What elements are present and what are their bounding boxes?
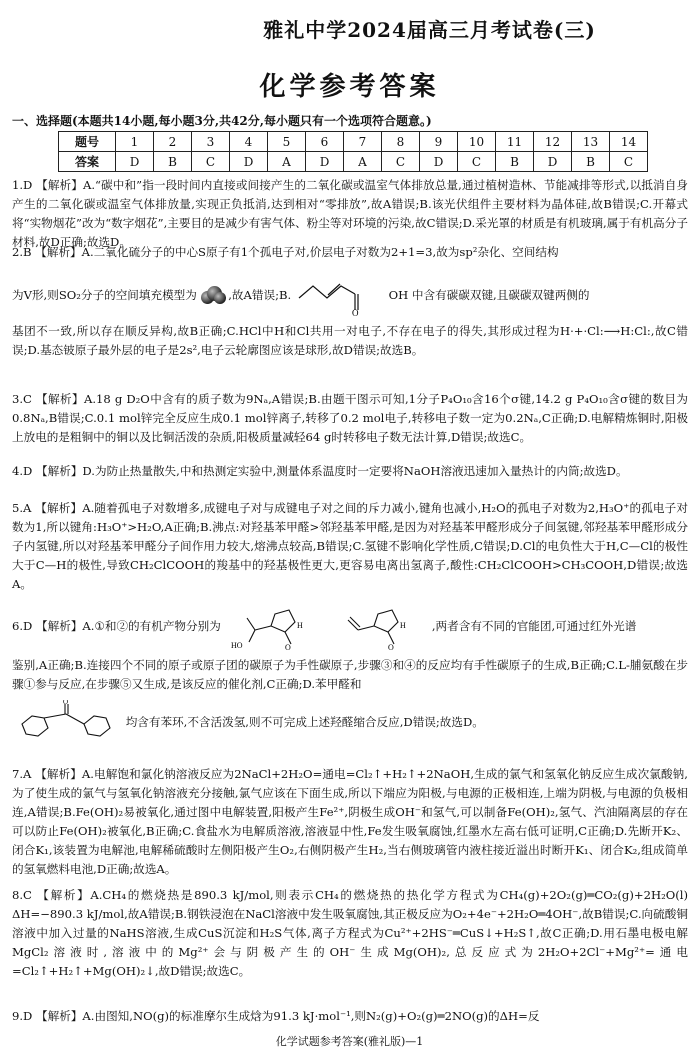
explanation-q2-line2: 为V形,则SO₂分子的空间填充模型为 ,故A错误;B. O OH 中含有碳碳双键,且碳碳双键两侧的 (12, 276, 688, 316)
question-number: 5 (268, 132, 306, 152)
answer-cell: D (420, 152, 458, 172)
benzophenone-structure-icon (12, 700, 122, 746)
svg-text:H: H (296, 621, 303, 630)
answer-cell: C (610, 152, 648, 172)
answer-cell: D (306, 152, 344, 172)
question-number: 12 (534, 132, 572, 152)
page-footer: 化学试题参考答案(雅礼版)—1 (275, 1035, 424, 1048)
explanation-q6-line2: 鉴别,A正确;B.连接四个不同的原子或原子团的碳原子为手性碳原子,步骤③和④的反应均有手性碳原子的生成,B正确;C.L-脯氨酸在步骤①参与反应,在步骤⑤又生成,是该反应的催化剂,C正确;D.苯甲醛和 (12, 658, 688, 691)
question-number: 13 (572, 132, 610, 152)
explanation-q2: 2.B 【解析】A.二氧化硫分子的中心S原子有1个孤电子对,价层电子对数为2+1=3,故为sp²杂化、空间结构 (12, 245, 559, 259)
question-number: 2 (154, 132, 192, 152)
answer-cell: D (230, 152, 268, 172)
explanation-q6-line3: O 均含有苯环,不含活泼氢,则不可完成上述羟醛缩合反应,D错误;故选D。 (12, 700, 688, 746)
question-number: 7 (344, 132, 382, 152)
section-heading: 一、选择题(本题共14小题,每小题3分,共42分,每小题只有一个选项符合题意。) (12, 114, 432, 128)
answer-row (59, 152, 648, 172)
svg-text:H: H (400, 621, 406, 630)
school-title: 雅礼中学2024届高三月考试卷(三) (263, 18, 596, 42)
explanation-q4: 4.D 【解析】D.为防止热量散失,中和热测定实验中,测量体系温度时一定要将NaOH溶液迅速加入量热计的内筒;故选D。 (12, 464, 628, 478)
question-number-row (59, 132, 648, 152)
answer-table (58, 131, 648, 172)
question-number: 6 (306, 132, 344, 152)
question-number: 3 (192, 132, 230, 152)
answer-cell: A (344, 152, 382, 172)
question-number: 8 (382, 132, 420, 152)
explanation-q6: 6.D 【解析】A.①和②的有机产物分别为 HO H O H O ,两者含有不同的官能团,可通过红外光谱 (12, 604, 688, 650)
explanation-q2-line3: 基团不一致,所以存在顺反异构,故B正确;C.HCl中H和Cl共用一对电子,不存在电子的得失,其形成过程为H·+·Cl:⟶H:Cl:,故C错误;D.基态铍原子最外层的电子是2s²,电子云轮廓图应该是球形,故D错误;故选B。 (12, 324, 688, 357)
question-number: 1 (116, 132, 154, 152)
answer-cell: B (572, 152, 610, 172)
explanation-q5: 5.A 【解析】A.随着孤电子对数增多,成键电子对与成键电子对之间的斥力减小,键角也减小,H₂O的孤电子对数为2,H₃O⁺的孤电子对数为1,所以键角:H₃O⁺>H₂O,A正确;B.沸点:对羟基苯甲醛>邻羟基苯甲醛,是因为对羟基苯甲醛形成分子间氢键,邻羟基苯甲醛形成分子内氢键,所以对羟基苯甲醛分子间作用力较大,熔沸点较高,B错误;C.氢键不影响化学性质,C错误;D.Cl的电负性大于H,C—Cl的极性大于C—H的极性,导致CH₂ClCOOH的羧基中的羟基极性更大,更容易电离出氢离子,酸性:CH₂ClCOOH>CH₃COOH,D错误;故选A。 (12, 501, 688, 591)
question-number: 11 (496, 132, 534, 152)
so2-space-filling-model-icon (201, 285, 225, 307)
answer-cell: A (268, 152, 306, 172)
explanation-q1: 1.D 【解析】A.“碳中和”指一段时间内直接或间接产生的二氧化碳或温室气体排放总量,通过植树造林、节能减排等形式,以抵消自身产生的二氧化碳或温室气体排放量,实现正负抵消,达到相对“零排放”,故A错误;B.该光伏组件主要材料为晶体硅,故B错误;C.开幕式将“实物烟花”改为“数字烟花”,主要目的是减少有害气体、粉尘等对环境的污染,故C错误;D.采光罩的材质是有机玻璃,属于有机高分子材料,故D正确;故选D。 (12, 178, 688, 249)
product1-structure-icon (225, 604, 325, 650)
row-label: 题号 (59, 132, 116, 152)
enal-structure-icon (295, 276, 385, 316)
svg-text:O: O (351, 308, 359, 316)
answer-cell: C (192, 152, 230, 172)
explanation-q8: 8.C 【解析】A.CH₄的燃烧热是890.3 kJ/mol,则表示CH₄的燃烧热的热化学方程式为CH₄(g)+2O₂(g)═CO₂(g)+2H₂O(l) ΔH=−890.3 kJ/mol,故A错误;B.钢铁浸泡在NaCl溶液中发生吸氧腐蚀,其正极反应为O₂+4e⁻+2H₂O═4OH⁻,故B错误;C.向硫酸铜溶液中加入过量的NaHS溶液,生成CuS沉淀和H₂S气体,离子方程式为Cu²⁺+2HS⁻═CuS↓+H₂S↑,故C正确;D.用石墨电极电解MgCl₂溶液时,溶液中的Mg²⁺会与阴极产生的OH⁻生成Mg(OH)₂,总反应式为2H₂O+2Cl⁻+Mg²⁺=通电=Cl₂↑+H₂↑+Mg(OH)₂↓,故D错误;故选C。 (12, 888, 688, 978)
answer-cell: B (496, 152, 534, 172)
question-number: 10 (458, 132, 496, 152)
explanation-q3: 3.C 【解析】A.18 g D₂O中含有的质子数为9Nₐ,A错误;B.由题干图示可知,1分子P₄O₁₀含16个σ键,14.2 g P₄O₁₀含σ键的数目为0.8Nₐ,B错误;C.0.1 mol锌完全反应生成0.1 mol锌离子,转移了0.2 mol电子,转移电子数一定为0.2Nₐ,C正确;D.电解精炼铜时,阳极上放电的是粗铜中的铜以及比铜活泼的杂质,阳极质量减轻64 g时转移电子数无法计算,D错误;故选C。 (12, 392, 688, 444)
question-number: 9 (420, 132, 458, 152)
product2-structure-icon (328, 604, 428, 650)
svg-text:O: O (388, 643, 394, 650)
document-title: 化学参考答案 (259, 72, 440, 102)
svg-text:HO: HO (230, 641, 243, 650)
explanation-q9: 9.D 【解析】A.由图知,NO(g)的标准摩尔生成焓为91.3 kJ·mol⁻¹,则N₂(g)+O₂(g)═2NO(g)的ΔH=反 (12, 1009, 540, 1023)
answer-cell: D (534, 152, 572, 172)
answer-cell: C (458, 152, 496, 172)
row-label: 答案 (59, 152, 116, 172)
svg-text:O: O (63, 700, 69, 706)
question-number: 4 (230, 132, 268, 152)
svg-text:O: O (284, 643, 291, 650)
question-number: 14 (610, 132, 648, 152)
answer-cell: D (116, 152, 154, 172)
answer-cell: C (382, 152, 420, 172)
explanation-q7: 7.A 【解析】A.电解饱和氯化钠溶液反应为2NaCl+2H₂O=通电=Cl₂↑+H₂↑+2NaOH,生成的氯气和氢氧化钠反应生成次氯酸钠,为了使生成的氯气与氢氧化钠溶液充分接触,氯气应该在下面生成,所以下端应为阳极,与电源的正极相连,上端为阴极,与电源的负极相连,A错误;B.Fe(OH)₂易被氧化,通过图中电解装置,阳极产生Fe²⁺,阴极生成OH⁻和氢气,可以制备Fe(OH)₂,氢气、汽油隔离层的存在可以防止Fe(OH)₂被氧化,B正确;C.食盐水为电解质溶液,溶液显中性,Fe发生吸氧腐蚀,红墨水左高右低可证明,C正确;D.先断开K₂、闭合K₁,该装置为电解池,电解稀硫酸时左侧阳极产生O₂,右侧阴极产生H₂,当右侧玻璃管内液柱接近溢出时断开K₁、闭合K₂,组成简单的氢氧燃料电池,D正确;故选A。 (12, 767, 688, 876)
answer-cell: B (154, 152, 192, 172)
